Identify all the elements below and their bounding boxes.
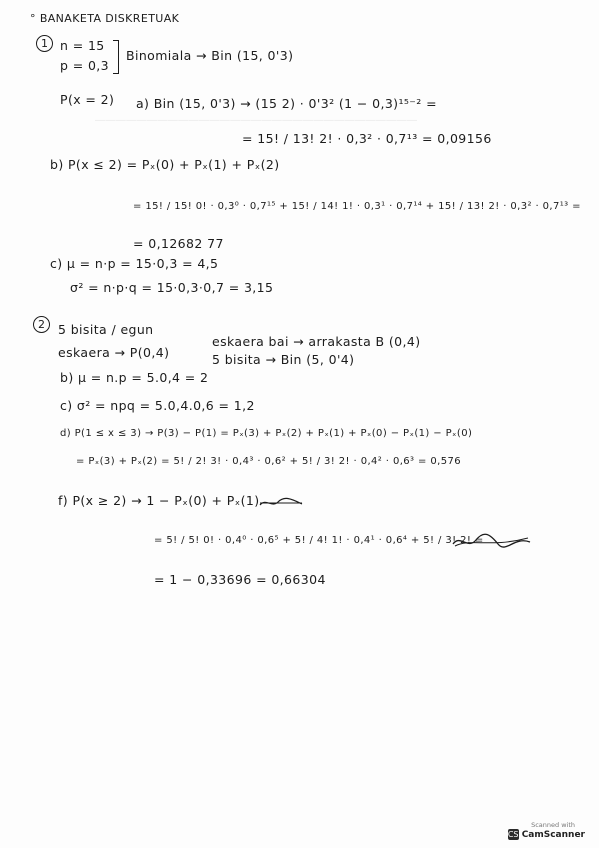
bracket xyxy=(113,40,119,74)
ex1-n: n = 15 xyxy=(60,38,105,53)
scanned-with-text: Scanned with xyxy=(531,821,575,829)
ex2-line1-left: 5 bisita / egun xyxy=(58,322,154,337)
ex2-line1-right: eskaera bai → arrakasta B (0,4) xyxy=(212,334,421,349)
page-title xyxy=(30,12,179,25)
ex2-line2-right: 5 bisita → Bin (5, 0'4) xyxy=(212,352,355,367)
ex2-line2-left: eskaera → P(0,4) xyxy=(58,345,170,360)
ex1-b-result: = 0,12682 77 xyxy=(133,236,224,251)
camscanner-brand-text: CamScanner xyxy=(521,829,585,840)
camscanner-watermark xyxy=(508,821,585,840)
bullet: ° xyxy=(30,12,36,25)
page-title-text: BANAKETA DISKRETUAK xyxy=(39,12,180,25)
ex1-a-result: = 15! / 13! 2! · 0,3² · 0,7¹³ = 0,09156 xyxy=(242,131,492,146)
exercise-number-2: 2 xyxy=(33,316,50,333)
scribble-cross-out xyxy=(450,532,532,552)
ex2-f-result: = 1 − 0,33696 = 0,66304 xyxy=(154,572,326,587)
ex2-d-line: d) P(1 ≤ x ≤ 3) → P(3) − P(1) = Pₓ(3) + Pₓ(2) + Pₓ(1) + Pₓ(0) − Pₓ(1) − Pₓ(0) xyxy=(60,428,473,439)
ex1-b-line: b) P(x ≤ 2) = Pₓ(0) + Pₓ(1) + Pₓ(2) xyxy=(50,157,280,172)
ex1-binomial: Binomiala → Bin (15, 0'3) xyxy=(126,48,294,63)
ex2-b-mu: b) μ = n.p = 5.0,4 = 2 xyxy=(60,370,209,385)
exercise-number-1: 1 xyxy=(36,35,53,52)
ex2-d-expand: = Pₓ(3) + Pₓ(2) = 5! / 2! 3! · 0,4³ · 0,6² + 5! / 3! 2! · 0,4² · 0,6³ = 0,576 xyxy=(76,456,462,467)
ex1-c-sigma: σ² = n·p·q = 15·0,3·0,7 = 3,15 xyxy=(70,280,274,295)
ex1-c-mu: c) μ = n·p = 15·0,3 = 4,5 xyxy=(50,256,219,271)
bleed-through-1: ――――――――――――――――――――――――――――――― xyxy=(95,115,418,126)
ex1-px2-label: P(x = 2) xyxy=(60,92,115,107)
camscanner-brand-row xyxy=(508,829,585,840)
ex2-f-expand: = 5! / 5! 0! · 0,4⁰ · 0,6⁵ + 5! / 4! 1! · 0,4¹ · 0,6⁴ + 5! / 3! 2! = xyxy=(154,535,484,546)
ex2-f-line: f) P(x ≥ 2) → 1 − Pₓ(0) + Pₓ(1) xyxy=(58,493,260,508)
ex2-c-sigma: c) σ² = npq = 5.0,4.0,6 = 1,2 xyxy=(60,398,255,413)
ex1-p: p = 0,3 xyxy=(60,58,110,73)
ex1-a-line: a) Bin (15, 0'3) → (15 2) · 0'3² (1 − 0,3)¹⁵⁻² = xyxy=(136,96,437,111)
crossed-out-word xyxy=(258,496,304,510)
camscanner-logo-icon: CS xyxy=(507,830,519,839)
ex1-b-expand: = 15! / 15! 0! · 0,3⁰ · 0,7¹⁵ + 15! / 14! 1! · 0,3¹ · 0,7¹⁴ + 15! / 13! 2! · 0,3² · 0,7¹³ = xyxy=(133,201,581,212)
